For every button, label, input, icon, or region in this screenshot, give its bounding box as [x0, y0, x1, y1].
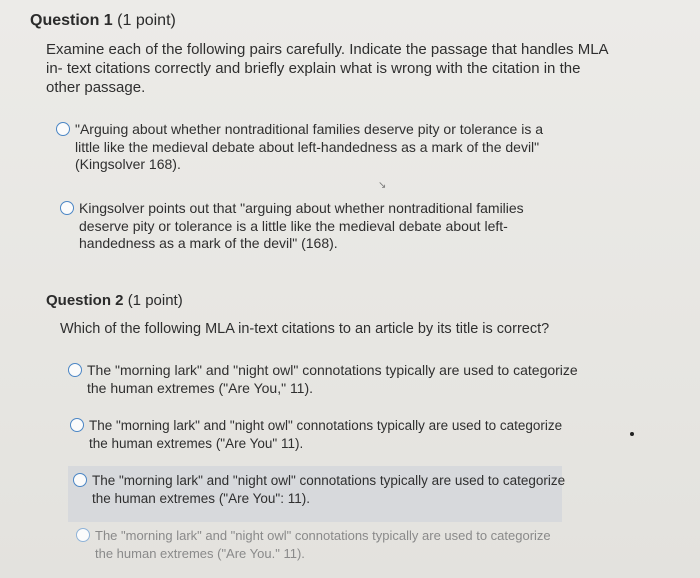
option-line: The "morning lark" and "night owl" connotations typically are used to categorize [95, 528, 551, 543]
question-2-option-4[interactable] [76, 527, 551, 562]
question-2-option-3[interactable] [73, 472, 565, 507]
radio-button[interactable] [68, 363, 82, 377]
radio-button[interactable] [60, 201, 74, 215]
option-text [92, 472, 565, 507]
option-text [89, 417, 562, 452]
option-line: the human extremes ("Are You," 11). [87, 379, 314, 396]
question-2-option-1[interactable] [68, 362, 578, 397]
option-line: "Arguing about whether nontraditional families deserve pity or tolerance is a [75, 121, 544, 137]
question-2-label: Question 2 [46, 292, 124, 309]
mouse-cursor-icon: ↘ [378, 180, 387, 191]
radio-button[interactable] [76, 528, 90, 542]
question-1-prompt-line: Examine each of the following pairs carefully. Indicate the passage that handles MLA [46, 41, 609, 58]
option-line: The "morning lark" and "night owl" connotations typically are used to categorize [92, 473, 566, 488]
option-line: Kingsolver points out that "arguing about whether nontraditional families [79, 200, 524, 216]
question-1-option-1[interactable] [56, 121, 543, 174]
option-text [79, 200, 524, 253]
question-1-points: (1 point) [117, 12, 176, 29]
question-2-points: (1 point) [127, 292, 183, 309]
cursor-dot [630, 432, 634, 436]
option-line: The "morning lark" and "night owl" connotations typically are used to categorize [89, 418, 563, 433]
radio-button[interactable] [56, 122, 70, 136]
option-line: The "morning lark" and "night owl" connotations typically are used to categorize [87, 362, 578, 378]
question-2-option-2[interactable] [70, 417, 562, 452]
question-1-label: Question 1 [30, 12, 113, 29]
option-line: (Kingsolver 168). [75, 156, 181, 172]
option-text [75, 121, 543, 174]
option-line: the human extremes ("Are You": 11). [92, 490, 310, 506]
question-1-prompt-line: other passage. [46, 79, 146, 96]
option-text [87, 362, 578, 397]
option-line: the human extremes ("Are You." 11). [95, 545, 305, 561]
option-line: the human extremes ("Are You" 11). [89, 435, 304, 451]
radio-button[interactable] [70, 418, 84, 432]
question-2-prompt: Which of the following MLA in-text citations to an article by its title is correct? [60, 321, 550, 337]
question-2-title [46, 292, 183, 309]
question-1-title [30, 12, 176, 30]
radio-button[interactable] [73, 473, 87, 487]
option-text [95, 527, 551, 562]
option-line: deserve pity or tolerance is a little like the medieval debate about left- [79, 217, 508, 234]
option-line: handedness as a mark of the devil" (168). [79, 235, 338, 251]
option-line: little like the medieval debate about left-handedness as a mark of the devil" [75, 138, 540, 155]
question-1-prompt [46, 40, 609, 97]
question-1-prompt-line: in- text citations correctly and briefly explain what is wrong with the citation in the [46, 60, 581, 77]
question-1-option-2[interactable] [60, 200, 524, 253]
